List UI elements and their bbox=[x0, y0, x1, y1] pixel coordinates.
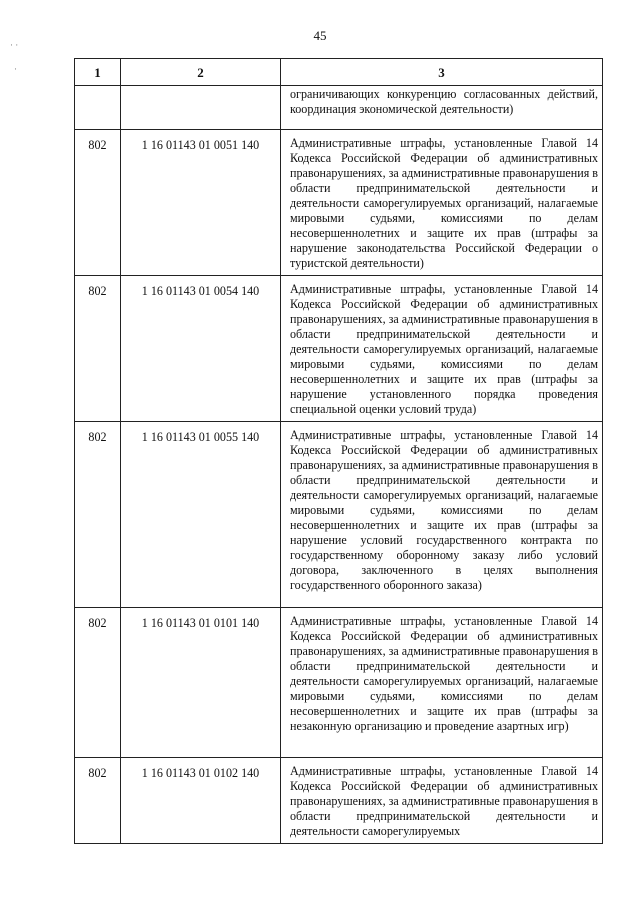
code-description: Административные штрафы, установленные Главой 14 Кодекса Российской Федерации об административных правонарушениях, за административные правонарушения в области предпринимательской деятельности и деятельности саморегулируемых организаций, налагаемые мировыми судьями, комиссиями по делам несовершеннолетних и защите их прав (штрафы за нарушение законодательства Российской Федерации о туристской деятельности) bbox=[281, 130, 603, 276]
column-header: 3 bbox=[281, 59, 603, 86]
continuation-description: ограничивающих конкуренцию согласованных действий, координация экономической деятельности) bbox=[281, 86, 603, 130]
table-row bbox=[75, 758, 603, 844]
scan-mark: · · bbox=[10, 40, 19, 50]
code-description: Административные штрафы, установленные Главой 14 Кодекса Российской Федерации об административных правонарушениях, за административные правонарушения в области предпринимательской деятельности и деятельности саморегулируемых организаций, налагаемые мировыми судьями, комиссиями по делам несовершеннолетних и защите их прав (штрафы за незаконную организацию и проведение азартных игр) bbox=[281, 608, 603, 758]
admin-code: 802 bbox=[75, 276, 121, 422]
table-row bbox=[75, 608, 603, 758]
budget-code: 1 16 01143 01 0051 140 bbox=[121, 130, 281, 276]
table-row bbox=[75, 130, 603, 276]
admin-code: 802 bbox=[75, 130, 121, 276]
column-header: 1 bbox=[75, 59, 121, 86]
admin-code: 802 bbox=[75, 422, 121, 608]
code-description: Административные штрафы, установленные Главой 14 Кодекса Российской Федерации об административных правонарушениях, за административные правонарушения в области предпринимательской деятельности и деятельности саморегулируемых организаций, налагаемые мировыми судьями, комиссиями по делам несовершеннолетних и защите их прав (штрафы за нарушение установленного порядка проведения специальной оценки условий труда) bbox=[281, 276, 603, 422]
table-row-continuation bbox=[75, 86, 603, 130]
table-row bbox=[75, 422, 603, 608]
column-header: 2 bbox=[121, 59, 281, 86]
code-description: Административные штрафы, установленные Главой 14 Кодекса Российской Федерации об административных правонарушениях, за административные правонарушения в области предпринимательской деятельности и деятельности саморегулируемых bbox=[281, 758, 603, 844]
admin-code: 802 bbox=[75, 758, 121, 844]
code-description: Административные штрафы, установленные Главой 14 Кодекса Российской Федерации об административных правонарушениях, за административные правонарушения в области предпринимательской деятельности и деятельности саморегулируемых организаций, налагаемые мировыми судьями, комиссиями по делам несовершеннолетних и защите их прав (штрафы за нарушение условий государственного контракта по государственному оборонному заказу либо условий договора, заключенного в целях выполнения государственного оборонного заказа) bbox=[281, 422, 603, 608]
budget-code: 1 16 01143 01 0055 140 bbox=[121, 422, 281, 608]
table-row bbox=[75, 276, 603, 422]
table-header-row bbox=[75, 59, 603, 86]
budget-codes-table bbox=[74, 58, 603, 844]
table-cell-empty bbox=[121, 86, 281, 130]
budget-code: 1 16 01143 01 0102 140 bbox=[121, 758, 281, 844]
budget-code: 1 16 01143 01 0101 140 bbox=[121, 608, 281, 758]
scan-mark: · bbox=[14, 64, 17, 74]
table-cell-empty bbox=[75, 86, 121, 130]
admin-code: 802 bbox=[75, 608, 121, 758]
budget-code: 1 16 01143 01 0054 140 bbox=[121, 276, 281, 422]
page-number: 45 bbox=[313, 28, 327, 43]
